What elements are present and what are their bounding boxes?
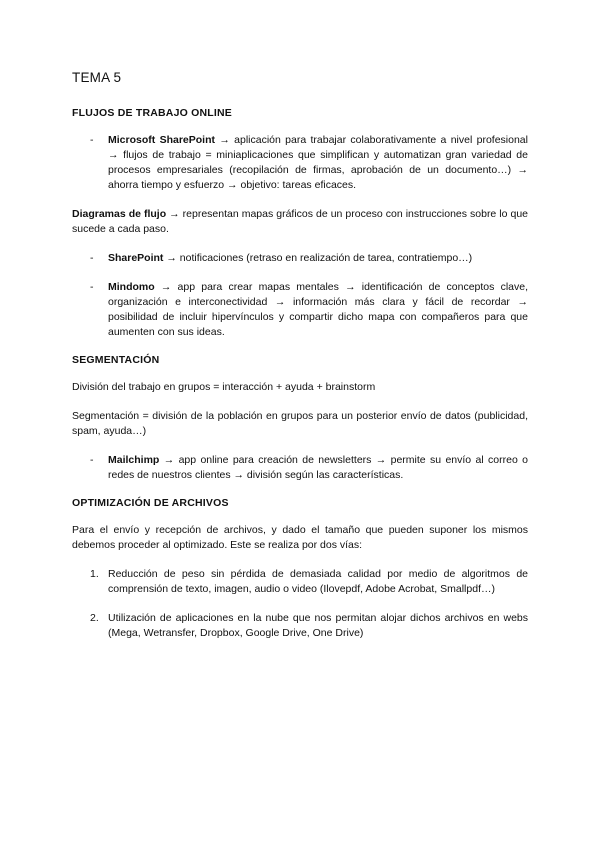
- paragraph-text: → representan mapas gráficos de un proceso con instrucciones sobre lo que sucede a cada paso.: [72, 208, 528, 235]
- item-number: 2.: [90, 612, 99, 624]
- bullet-text: → app para crear mapas mentales → identificación de conceptos clave, organización e interconectividad → información más clara y fácil de recordar → posibilidad de incluir hipervínculos y compartir dicho mapa con compañeros para que aumenten con sus ideas.: [108, 281, 528, 338]
- term-diagramas-de-flujo: Diagramas de flujo: [72, 208, 167, 220]
- term-mindomo: Mindomo: [108, 281, 155, 293]
- term-microsoft-sharepoint: Microsoft SharePoint: [108, 134, 215, 146]
- bullet-text: → app online para creación de newsletters → permite su envío al correo o redes de nuestros clientes → división según las características.: [108, 454, 528, 481]
- term-sharepoint: SharePoint: [108, 252, 164, 264]
- paragraph-segmentacion: Segmentación = división de la población en grupos para un posterior envío de datos (publicidad, spam, ayuda…): [72, 410, 528, 437]
- bullet-text: → aplicación para trabajar colaborativamente a nivel profesional → flujos de trabajo = miniaplicaciones que simplifican y automatizan gran variedad de procesos empresariales (recopilación de firmas, aprobación de un documento…) → ahorra tiempo y esfuerzo → objetivo: tareas eficaces.: [108, 134, 528, 191]
- paragraph-optimizacion: Para el envío y recepción de archivos, y dado el tamaño que pueden suponer los mismos debemos proceder al optimizado. Este se realiza por dos vías:: [72, 524, 528, 551]
- item-text: Reducción de peso sin pérdida de demasiada calidad por medio de algoritmos de comprensión de texto, imagen, audio o video (Ilovepdf, Adobe Acrobat, Smallpdf…): [108, 568, 528, 595]
- bullet-dash: -: [90, 252, 94, 264]
- item-number: 1.: [90, 568, 99, 580]
- section-heading-flujos: FLUJOS DE TRABAJO ONLINE: [72, 107, 232, 119]
- bullet-sharepoint: [72, 251, 528, 266]
- section-heading-optimizacion: OPTIMIZACIÓN DE ARCHIVOS: [72, 497, 229, 509]
- numbered-item-2: [72, 611, 528, 641]
- term-mailchimp: Mailchimp: [108, 454, 160, 466]
- bullet-mailchimp: [72, 453, 528, 483]
- document-content: [72, 70, 528, 655]
- item-text: Utilización de aplicaciones en la nube que nos permitan alojar dichos archivos en webs (Mega, Wetransfer, Dropbox, Google Drive, One Drive): [108, 612, 528, 639]
- page-title: TEMA 5: [72, 70, 122, 85]
- bullet-text: → notificaciones (retraso en realización de tarea, contratiempo…): [163, 252, 473, 264]
- bullet-dash: -: [90, 134, 94, 146]
- paragraph-division: División del trabajo en grupos = interacción + ayuda + brainstorm: [72, 381, 376, 393]
- section-heading-segmentacion: SEGMENTACIÓN: [72, 354, 160, 366]
- bullet-mindomo: [72, 280, 528, 340]
- numbered-item-1: [72, 567, 528, 597]
- bullet-dash: -: [90, 281, 94, 293]
- paragraph-diagramas: [72, 207, 528, 237]
- bullet-dash: -: [90, 454, 94, 466]
- bullet-sharepoint-microsoft: [72, 133, 528, 193]
